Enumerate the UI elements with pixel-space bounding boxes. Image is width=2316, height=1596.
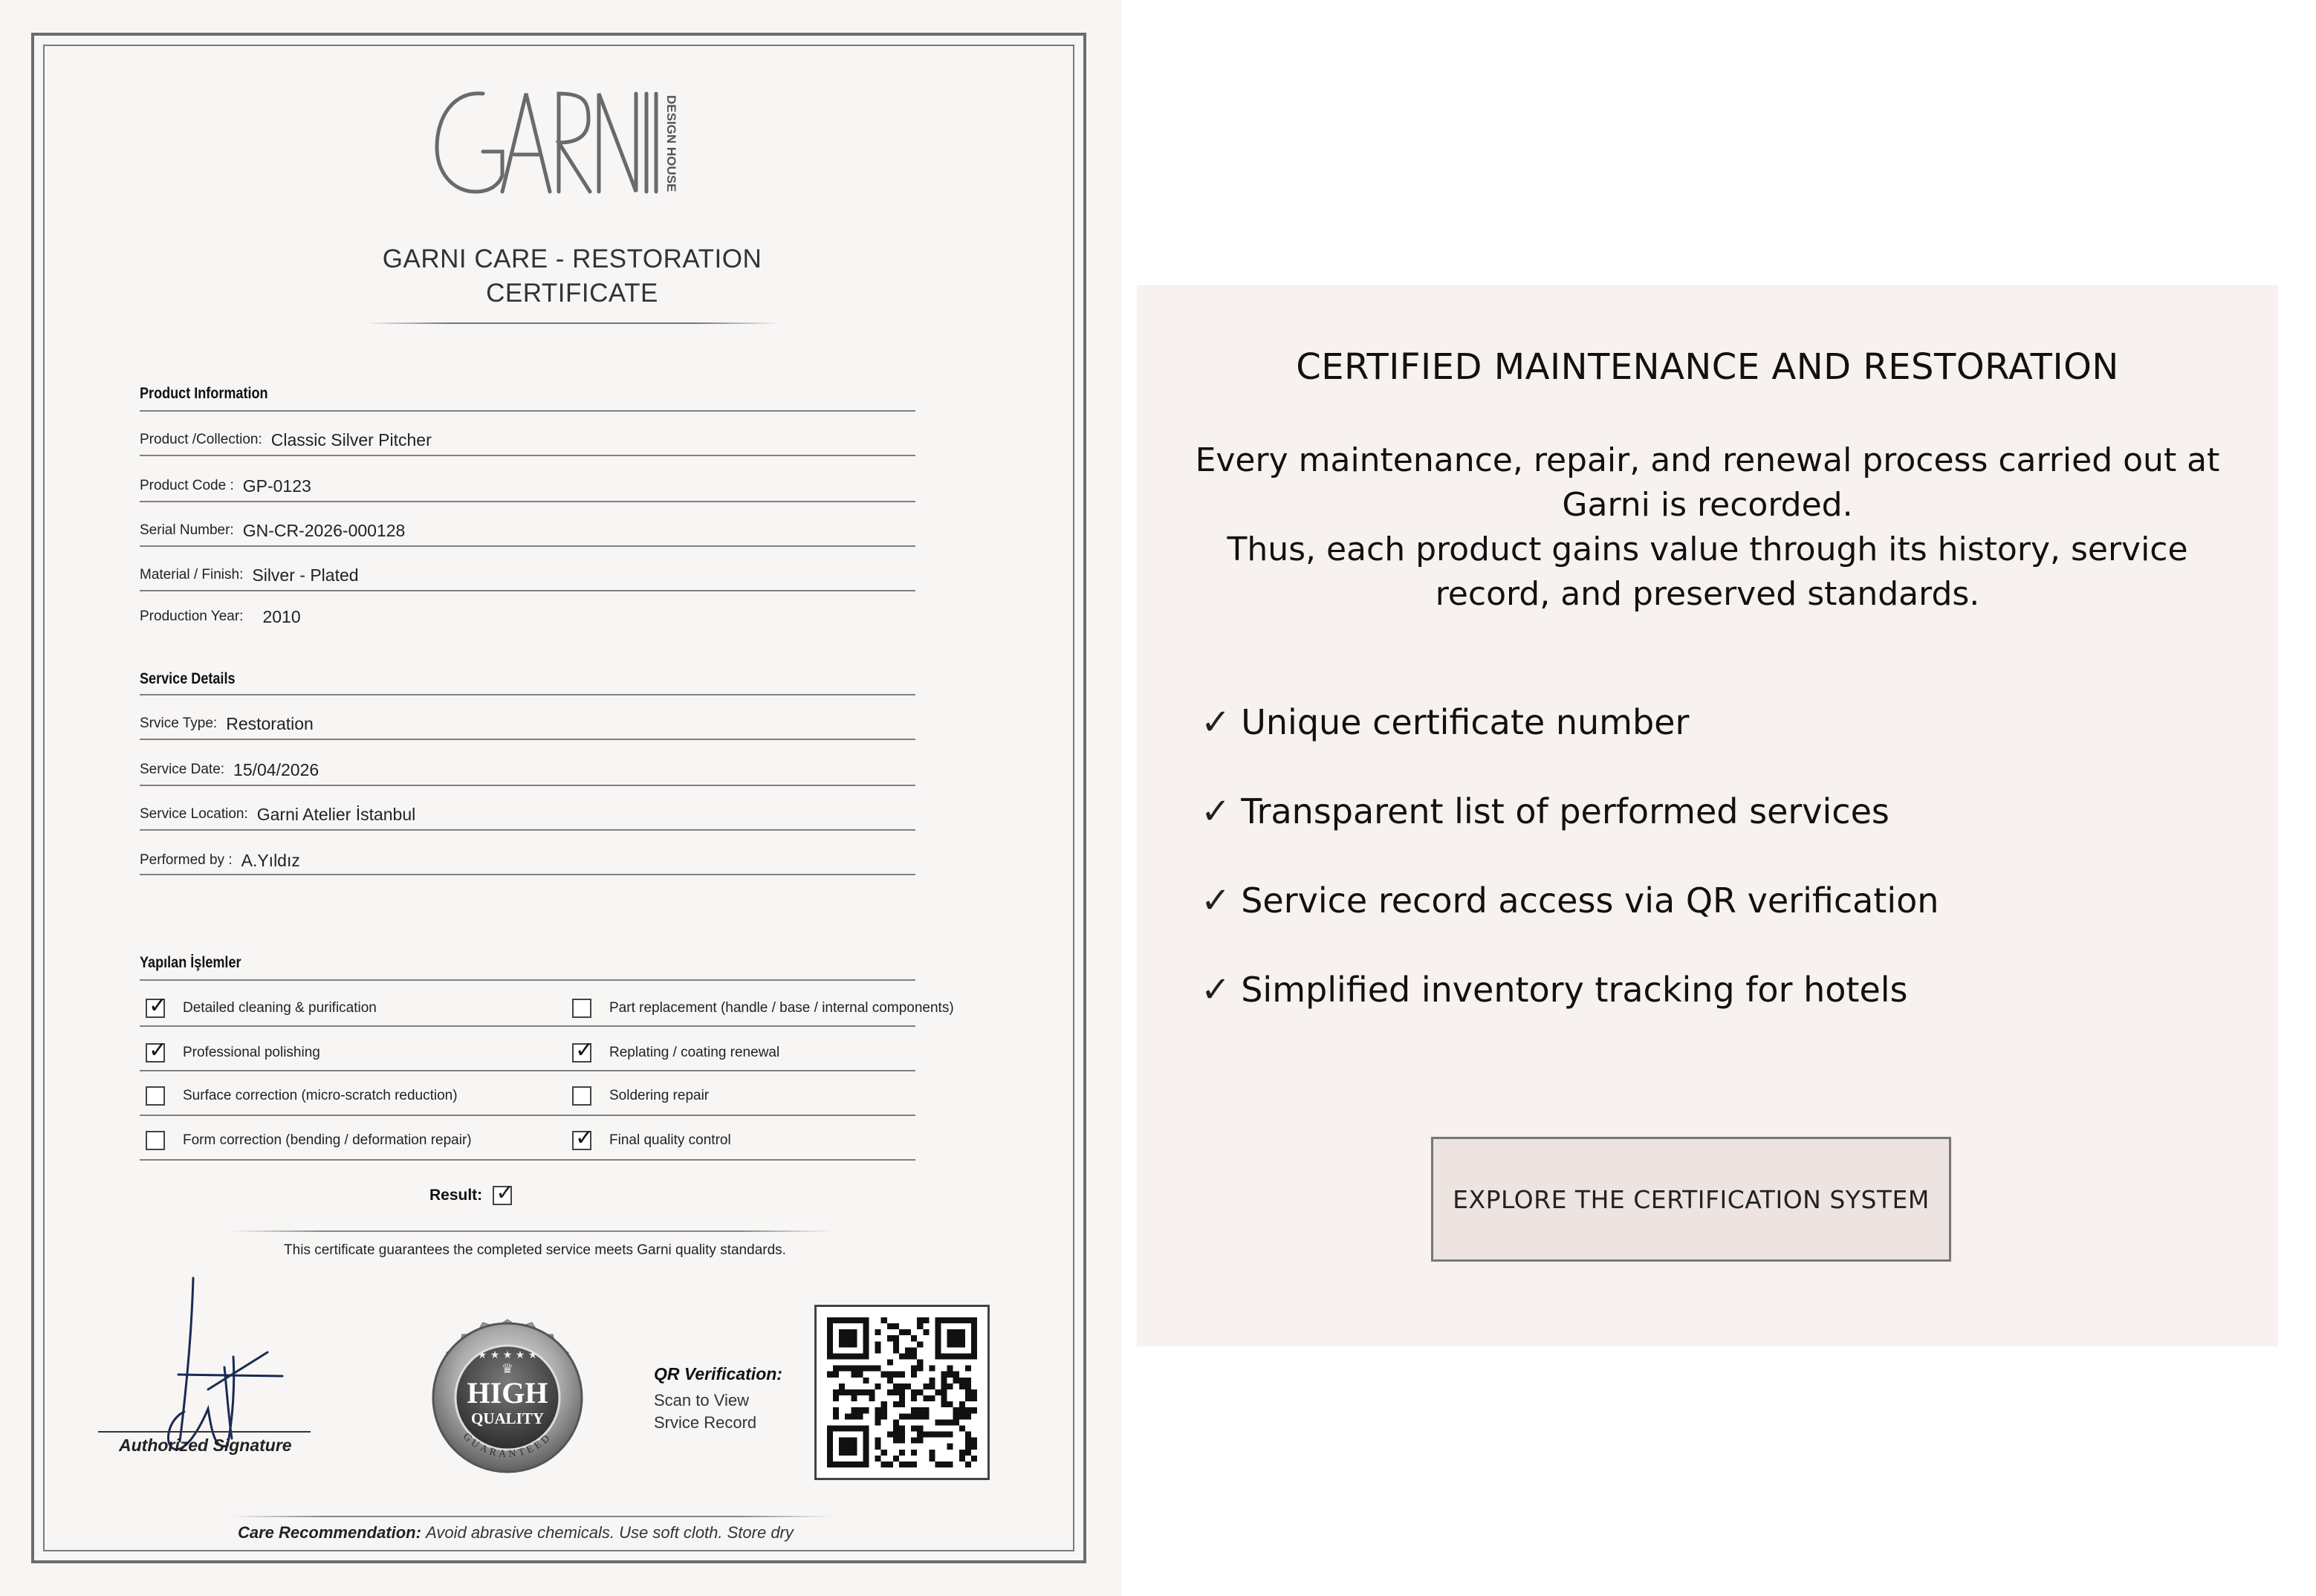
checkbox[interactable]	[146, 1086, 165, 1106]
checkbox[interactable]	[572, 1086, 591, 1106]
field-product-collection	[140, 425, 432, 455]
field-material-finish	[140, 560, 359, 590]
feature-item	[1201, 701, 1689, 743]
operation-checkbox-soldering[interactable]	[572, 1086, 709, 1106]
feature-label: Service record access via QR verification	[1241, 880, 1939, 921]
seal-text-quality: QUALITY	[470, 1410, 545, 1427]
divider	[140, 979, 915, 981]
certificate-title	[357, 242, 788, 311]
checkmark-icon: ✓	[1201, 701, 1231, 743]
field-product-code	[140, 471, 311, 501]
qr-instruction-line1: Scan to View	[654, 1391, 750, 1410]
field-serial-number	[140, 516, 405, 545]
certificate-title-line1: GARNI CARE - RESTORATION	[382, 244, 762, 273]
guarantee-text: This certificate guarantees the completed service meets Garni quality standards.	[284, 1242, 786, 1258]
operation-checkbox-surface-correction[interactable]	[146, 1086, 458, 1106]
checkbox[interactable]	[146, 1037, 168, 1063]
field-service-date	[140, 755, 319, 785]
field-label: Serial Number:	[140, 522, 234, 538]
signature-label: Authorized Signature	[119, 1436, 292, 1455]
checkbox[interactable]	[146, 993, 168, 1019]
feature-label: Simplified inventory tracking for hotels	[1241, 970, 1908, 1010]
divider	[140, 739, 915, 740]
divider	[140, 410, 915, 412]
operation-checkbox-form-correction[interactable]	[146, 1131, 472, 1150]
operation-checkbox-part-replacement[interactable]	[572, 999, 954, 1018]
divider	[140, 1025, 915, 1027]
description-line: record, and preserved standards.	[1435, 575, 1980, 613]
field-value: 2010	[262, 606, 301, 626]
result-field	[429, 1180, 515, 1206]
seal-ring-text: GUARANTEED	[460, 1431, 555, 1461]
operation-checkbox-polishing[interactable]	[146, 1037, 320, 1063]
field-label: Service Date:	[140, 762, 225, 777]
checkmark-icon: ✓	[1201, 969, 1231, 1011]
info-panel	[1137, 285, 2278, 1346]
divider	[140, 455, 915, 456]
divider	[140, 1115, 915, 1116]
divider	[140, 694, 915, 695]
qr-code-image	[827, 1317, 977, 1467]
field-value: GP-0123	[242, 476, 311, 496]
operation-label: Soldering repair	[609, 1088, 710, 1103]
field-label: Production Year:	[140, 609, 244, 624]
panel-description	[1181, 438, 2234, 617]
operation-label: Surface correction (micro-scratch reduction)	[183, 1088, 458, 1103]
quality-seal	[407, 1297, 608, 1498]
divider	[230, 1230, 832, 1232]
field-label: Srvice Type:	[140, 716, 218, 731]
check-icon: ✓	[496, 1180, 515, 1206]
field-production-year	[140, 602, 301, 632]
divider	[140, 590, 915, 591]
checkbox[interactable]	[572, 999, 591, 1018]
operation-checkbox-final-quality[interactable]	[572, 1125, 731, 1151]
field-label: Product Code :	[140, 478, 234, 493]
care-text: Avoid abrasive chemicals. Use soft cloth. Store dry	[426, 1523, 794, 1542]
feature-item	[1201, 880, 1939, 921]
care-label: Care Recommendation:	[238, 1523, 421, 1542]
operations-heading: Yapılan İşlemler	[140, 954, 241, 971]
signature-line	[98, 1431, 311, 1433]
panel-title: CERTIFIED MAINTENANCE AND RESTORATION	[1296, 346, 2119, 388]
service-details-heading: Service Details	[140, 670, 236, 687]
operation-checkbox-replating[interactable]	[572, 1037, 780, 1063]
description-line: Garni is recorded.	[1562, 486, 1853, 524]
care-recommendation	[238, 1523, 794, 1543]
operation-label: Professional polishing	[183, 1045, 320, 1060]
feature-item	[1201, 969, 1908, 1011]
description-line: Thus, each product gains value through its history, service	[1227, 531, 2188, 568]
divider	[140, 1070, 915, 1071]
feature-label: Transparent list of performed services	[1241, 791, 1890, 831]
product-info-heading: Product Information	[140, 385, 268, 402]
field-value: Garni Atelier İstanbul	[256, 804, 416, 824]
operation-label: Form correction (bending / deformation repair)	[183, 1132, 472, 1148]
divider	[140, 545, 915, 547]
divider	[140, 874, 915, 875]
field-value: Silver - Plated	[252, 565, 359, 585]
result-checkbox[interactable]	[493, 1180, 515, 1206]
operation-label: Replating / coating renewal	[609, 1045, 780, 1060]
divider	[140, 501, 915, 502]
check-icon: ✓	[575, 1125, 594, 1151]
field-label: Performed by :	[140, 852, 233, 868]
field-label: Product /Collection:	[140, 432, 262, 447]
certificate-sheet	[0, 0, 1122, 1596]
field-service-location	[140, 799, 415, 829]
qr-verification-label: QR Verification:	[654, 1364, 782, 1383]
field-value: GN-CR-2026-000128	[242, 520, 406, 540]
field-value: 15/04/2026	[233, 759, 319, 779]
field-label: Service Location:	[140, 806, 248, 822]
logo-subtext: DESIGN HOUSE	[664, 95, 678, 192]
seal-text-high: HIGH	[467, 1376, 548, 1410]
explore-certification-button[interactable]: EXPLORE THE CERTIFICATION SYSTEM	[1431, 1137, 1951, 1262]
checkmark-icon: ✓	[1201, 791, 1231, 832]
field-value: Classic Silver Pitcher	[270, 429, 432, 450]
checkbox[interactable]	[572, 1037, 594, 1063]
feature-item	[1201, 791, 1890, 832]
description-line: Every maintenance, repair, and renewal process carried out at	[1195, 441, 2220, 479]
check-icon: ✓	[575, 1037, 594, 1063]
operation-label: Final quality control	[609, 1132, 731, 1148]
check-icon: ✓	[149, 1037, 168, 1063]
operation-label: Part replacement (handle / base / internal components)	[609, 1000, 954, 1016]
divider	[140, 785, 915, 786]
field-service-type	[140, 709, 314, 739]
title-divider	[364, 322, 780, 324]
qr-instruction-line2: Srvice Record	[654, 1413, 757, 1432]
divider	[230, 1516, 832, 1517]
field-label: Material / Finish:	[140, 567, 244, 583]
checkbox[interactable]	[146, 1131, 165, 1150]
feature-label: Unique certificate number	[1241, 702, 1690, 742]
qr-code[interactable]	[814, 1305, 990, 1480]
field-value: Restoration	[226, 713, 314, 733]
checkbox[interactable]	[572, 1125, 594, 1151]
divider	[140, 829, 915, 831]
operation-checkbox-cleaning[interactable]	[146, 993, 377, 1019]
operation-label: Detailed cleaning & purification	[183, 1000, 377, 1016]
svg-text:★ ★ ★ ★ ★: ★ ★ ★ ★ ★	[477, 1349, 538, 1361]
field-value: A.Yıldız	[241, 850, 300, 870]
result-label: Result:	[429, 1187, 483, 1204]
certificate-title-line2: CERTIFICATE	[486, 279, 658, 308]
checkmark-icon: ✓	[1201, 880, 1231, 921]
divider	[140, 1159, 915, 1161]
field-performed-by	[140, 846, 300, 875]
garni-logo	[431, 80, 698, 199]
svg-text:♛: ♛	[501, 1361, 514, 1377]
check-icon: ✓	[149, 993, 168, 1019]
